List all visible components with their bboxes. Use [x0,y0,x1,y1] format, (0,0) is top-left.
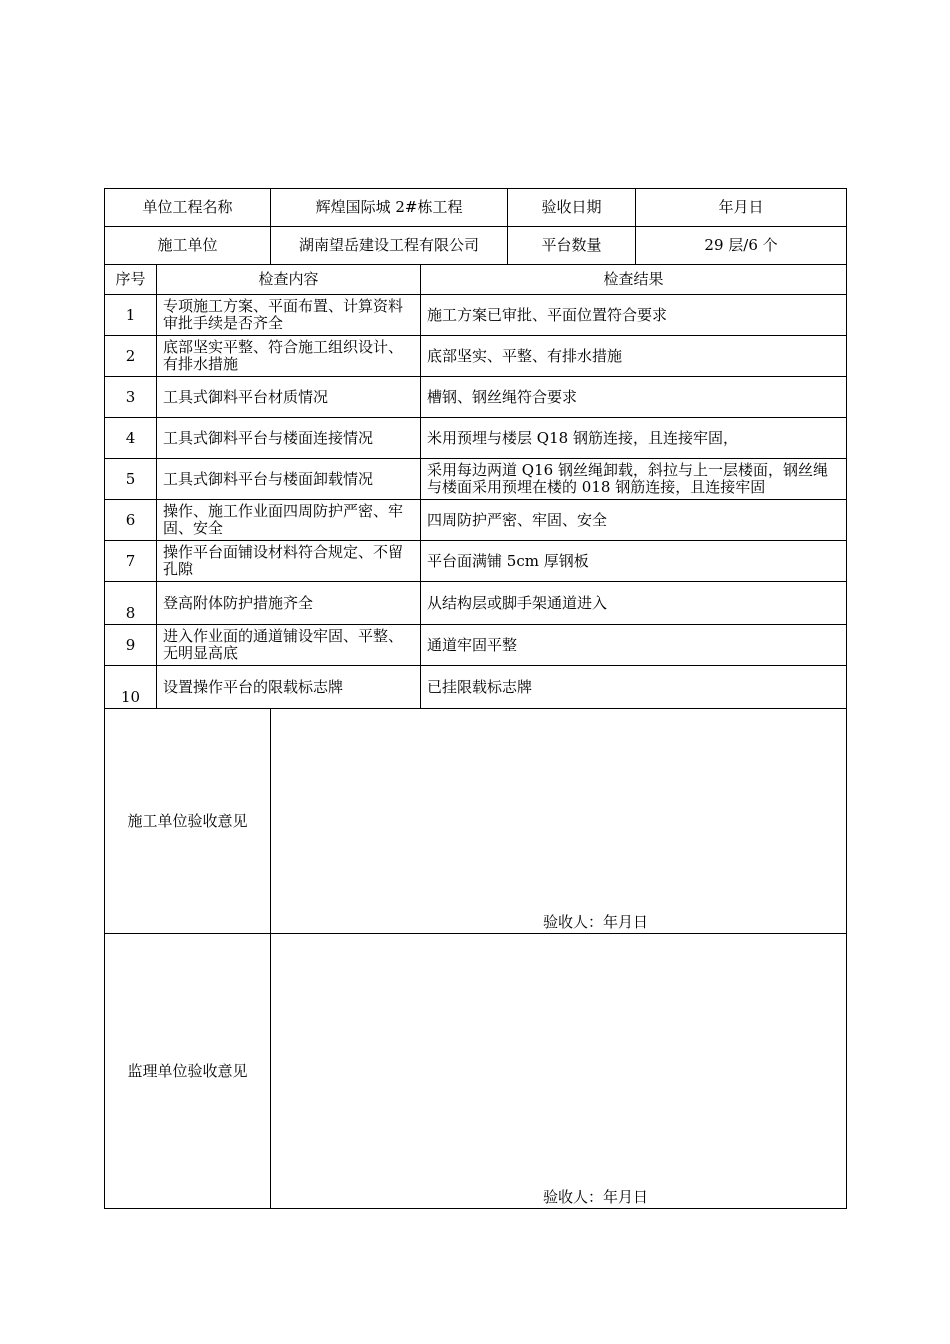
supervisor-opinion-row [105,934,847,1209]
table-row [105,666,847,709]
row-result: 从结构层或脚手架通道进入 [421,582,847,625]
header-row-project [105,189,847,227]
table-row [105,541,847,582]
row-result: 已挂限载标志牌 [421,666,847,709]
row-result: 平台面满铺 5cm 厚钢板 [421,541,847,582]
row-content: 登高附体防护措施齐全 [157,582,421,625]
row-result: 通道牢固平整 [421,625,847,666]
col-seq-header: 序号 [105,265,157,295]
supervisor-opinion-field [271,934,847,1209]
supervisor-opinion-label: 监理单位验收意见 [105,934,271,1209]
header-row-contractor [105,227,847,265]
contractor-opinion-row [105,709,847,934]
row-content: 设置操作平台的限载标志牌 [157,666,421,709]
table-row [105,625,847,666]
platform-label: 平台数量 [508,227,636,265]
row-content: 工具式御料平台与楼面卸载情况 [157,459,421,500]
table-row [105,377,847,418]
contractor-opinion-field [271,709,847,934]
row-result: 四周防护严密、牢固、安全 [421,500,847,541]
table-row [105,582,847,625]
table-row [105,500,847,541]
row-result: 采用每边两道 Q16 钢丝绳卸载，斜拉与上一层楼面，钢丝绳与楼面采用预埋在楼的 018 钢筋连接，且连接牢固 [421,459,847,500]
row-number: 4 [105,418,157,459]
contractor-value: 湖南望岳建设工程有限公司 [271,227,508,265]
project-value: 辉煌国际城 2#栋工程 [271,189,508,227]
row-result: 施工方案已审批、平面位置符合要求 [421,295,847,336]
supervisor-signature-line: 验收人：年月日 [543,1188,649,1206]
row-number: 9 [105,625,157,666]
row-number: 8 [105,582,157,625]
column-header-row [105,265,847,295]
table-row [105,418,847,459]
row-content: 底部坚实平整、符合施工组织设计、有排水措施 [157,336,421,377]
inspection-form [104,188,847,1209]
platform-value: 29 层/6 个 [636,227,847,265]
row-number: 10 [105,666,157,709]
table-row [105,295,847,336]
row-content: 进入作业面的通道铺设牢固、平整、无明显高底 [157,625,421,666]
table-row [105,336,847,377]
contractor-opinion-label: 施工单位验收意见 [105,709,271,934]
contractor-signature-line: 验收人：年月日 [543,913,649,931]
row-result: 底部坚实、平整、有排水措施 [421,336,847,377]
col-content-header: 检查内容 [157,265,421,295]
row-content: 工具式御料平台材质情况 [157,377,421,418]
row-number: 1 [105,295,157,336]
date-value: 年月日 [636,189,847,227]
row-content: 专项施工方案、平面布置、计算资料审批手续是否齐全 [157,295,421,336]
table-row [105,459,847,500]
col-result-header: 检查结果 [421,265,847,295]
row-content: 工具式御料平台与楼面连接情况 [157,418,421,459]
row-number: 3 [105,377,157,418]
row-number: 6 [105,500,157,541]
contractor-label: 施工单位 [105,227,271,265]
row-result: 槽钢、钢丝绳符合要求 [421,377,847,418]
row-number: 7 [105,541,157,582]
row-number: 5 [105,459,157,500]
date-label: 验收日期 [508,189,636,227]
row-content: 操作平台面铺设材料符合规定、不留孔隙 [157,541,421,582]
row-content: 操作、施工作业面四周防护严密、牢固、安全 [157,500,421,541]
row-number: 2 [105,336,157,377]
row-result: 米用预埋与楼层 Q18 钢筋连接，且连接牢固， [421,418,847,459]
project-label: 单位工程名称 [105,189,271,227]
